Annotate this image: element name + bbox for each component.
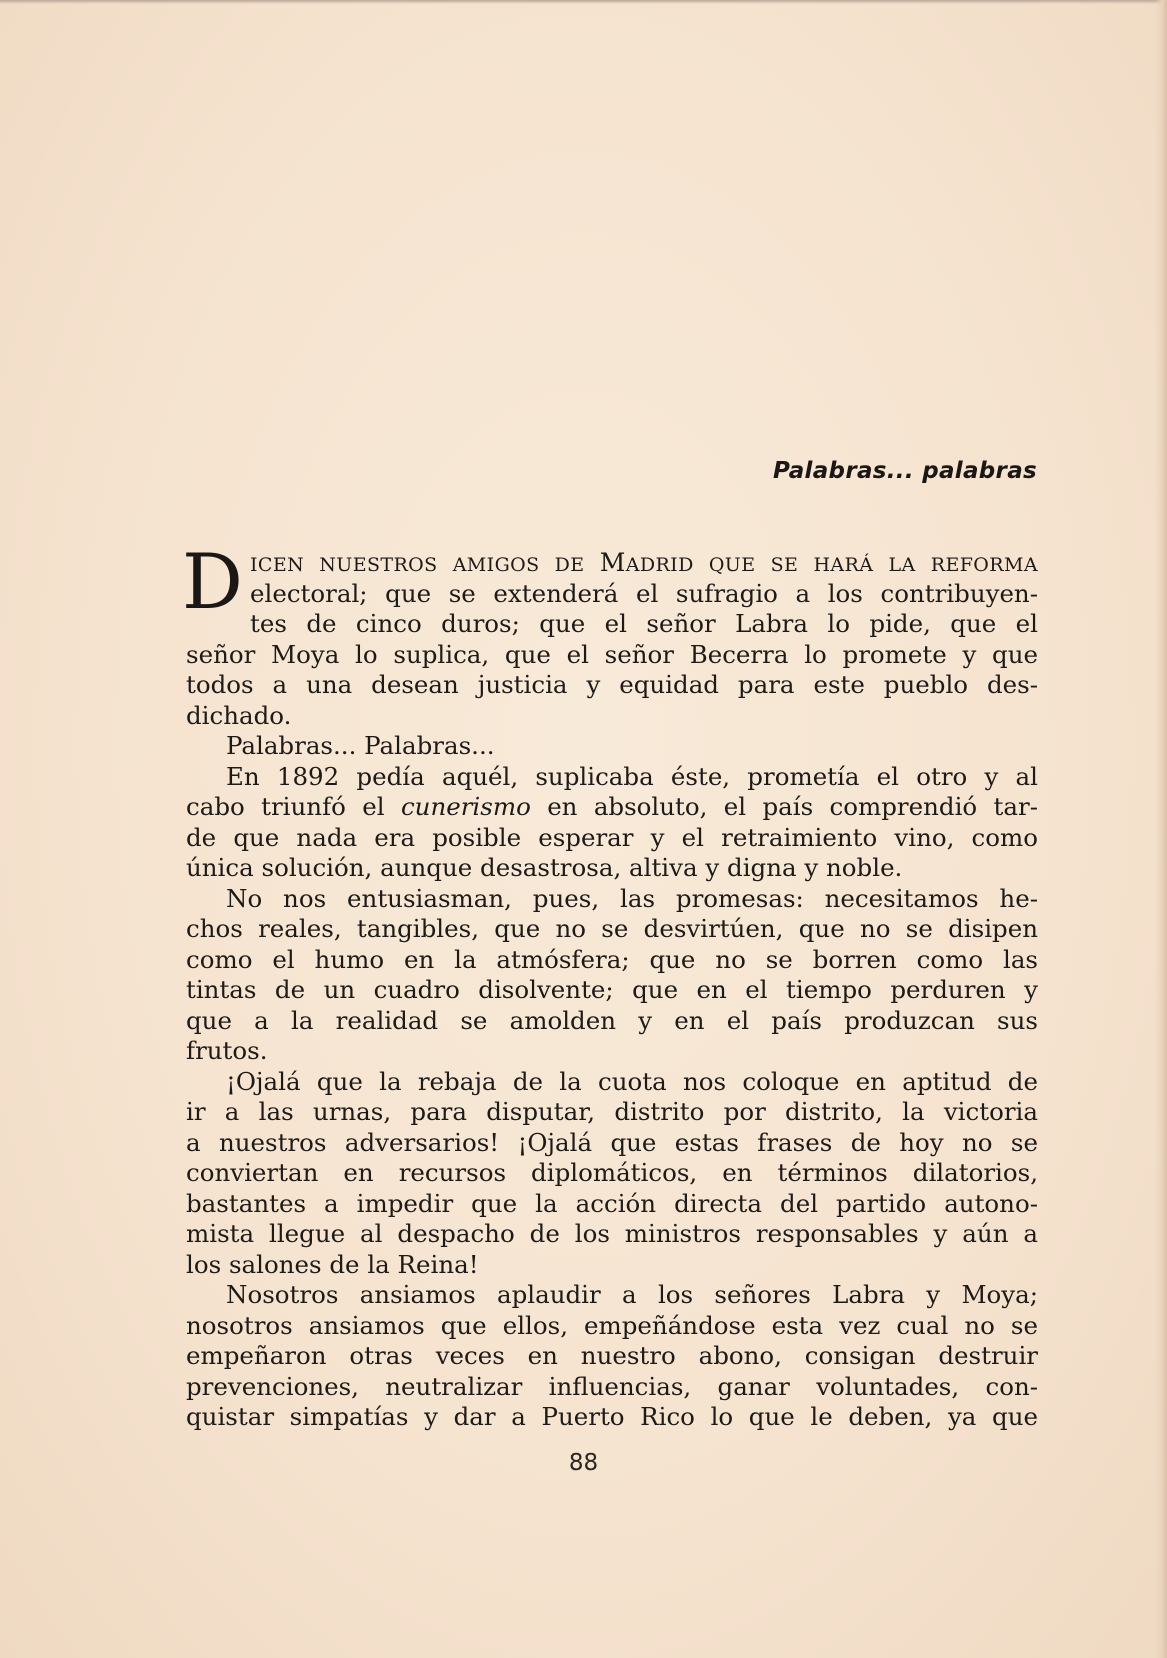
text-line: mista llegue al despacho de los ministros responsables y aún a [186, 1219, 1038, 1248]
text-line: nosotros ansiamos que ellos, empeñándose esta vez cual no se [186, 1310, 1038, 1340]
article-title: Palabras... palabras [773, 458, 1037, 484]
text-line: señor Moya lo suplica, que el señor Becerra lo promete y que [186, 639, 1038, 669]
text-line: chos reales, tangibles, que no se desvirtúen, que no se disipen [186, 914, 1038, 943]
first-line-small-caps: ICEN NUESTROS AMIGOS DE MADRID QUE SE HARÁ LA REFORMA [250, 548, 1038, 577]
text-line: frutos. [186, 1036, 268, 1065]
text-line: bastantes a impedir que la acción directa del partido autono- [186, 1188, 1038, 1218]
text-line: quistar simpatías y dar a Puerto Rico lo que le deben, ya que [186, 1402, 1038, 1431]
page-right-edge [1155, 0, 1167, 1658]
page-number: 88 [568, 1450, 599, 1476]
text-line: dichado. [186, 700, 292, 730]
text-line: a nuestros adversarios! ¡Ojalá que estas frases de hoy no se [186, 1127, 1038, 1157]
page-top-edge [0, 0, 1167, 4]
text-line: No nos entusiasman, pues, las promesas: necesitamos he- [226, 883, 1038, 913]
text-line: prevenciones, neutralizar influencias, ganar voluntades, con- [186, 1371, 1038, 1401]
text-line: como el humo en la atmósfera; que no se borren como las [186, 944, 1038, 974]
text-line: que a la realidad se amolden y en el país produzcan sus [186, 1005, 1038, 1035]
text-line-with-italic: cabo triunfó el cunerismo en absoluto, el país comprendió tar- [186, 792, 1038, 821]
text-line: empeñaron otras veces en nuestro abono, consigan destruir [186, 1341, 1038, 1370]
text-line: única solución, aunque desastrosa, altiva y digna y noble. [186, 853, 903, 882]
article-body [182, 537, 1038, 1433]
text-line: los salones de la Reina! [186, 1249, 479, 1279]
text-line: tes de cinco duros; que el señor Labra lo pide, que el [250, 609, 1038, 638]
text-line: En 1892 pedía aquél, suplicaba éste, prometía el otro y al [226, 761, 1038, 791]
text-line: todos a una desean justicia y equidad para este pueblo des- [186, 670, 1038, 699]
drop-cap: D [182, 537, 243, 626]
text-line: tintas de un cuadro disolvente; que en el tiempo perduren y [186, 975, 1038, 1004]
text-line: electoral; que se extenderá el sufragio a los contribuyen- [250, 578, 1038, 608]
text-line: Nosotros ansiamos aplaudir a los señores Labra y Moya; [226, 1280, 1038, 1309]
text-line: ir a las urnas, para disputar, distrito por distrito, la victoria [186, 1097, 1038, 1126]
text-line: ¡Ojalá que la rebaja de la cuota nos coloque en aptitud de [226, 1066, 1038, 1096]
text-line: Palabras... Palabras... [226, 731, 495, 760]
italic-word: cunerismo [400, 792, 531, 821]
text-line: de que nada era posible esperar y el retraimiento vino, como [186, 822, 1038, 852]
text-line: conviertan en recursos diplomáticos, en términos dilatorios, [186, 1158, 1038, 1187]
